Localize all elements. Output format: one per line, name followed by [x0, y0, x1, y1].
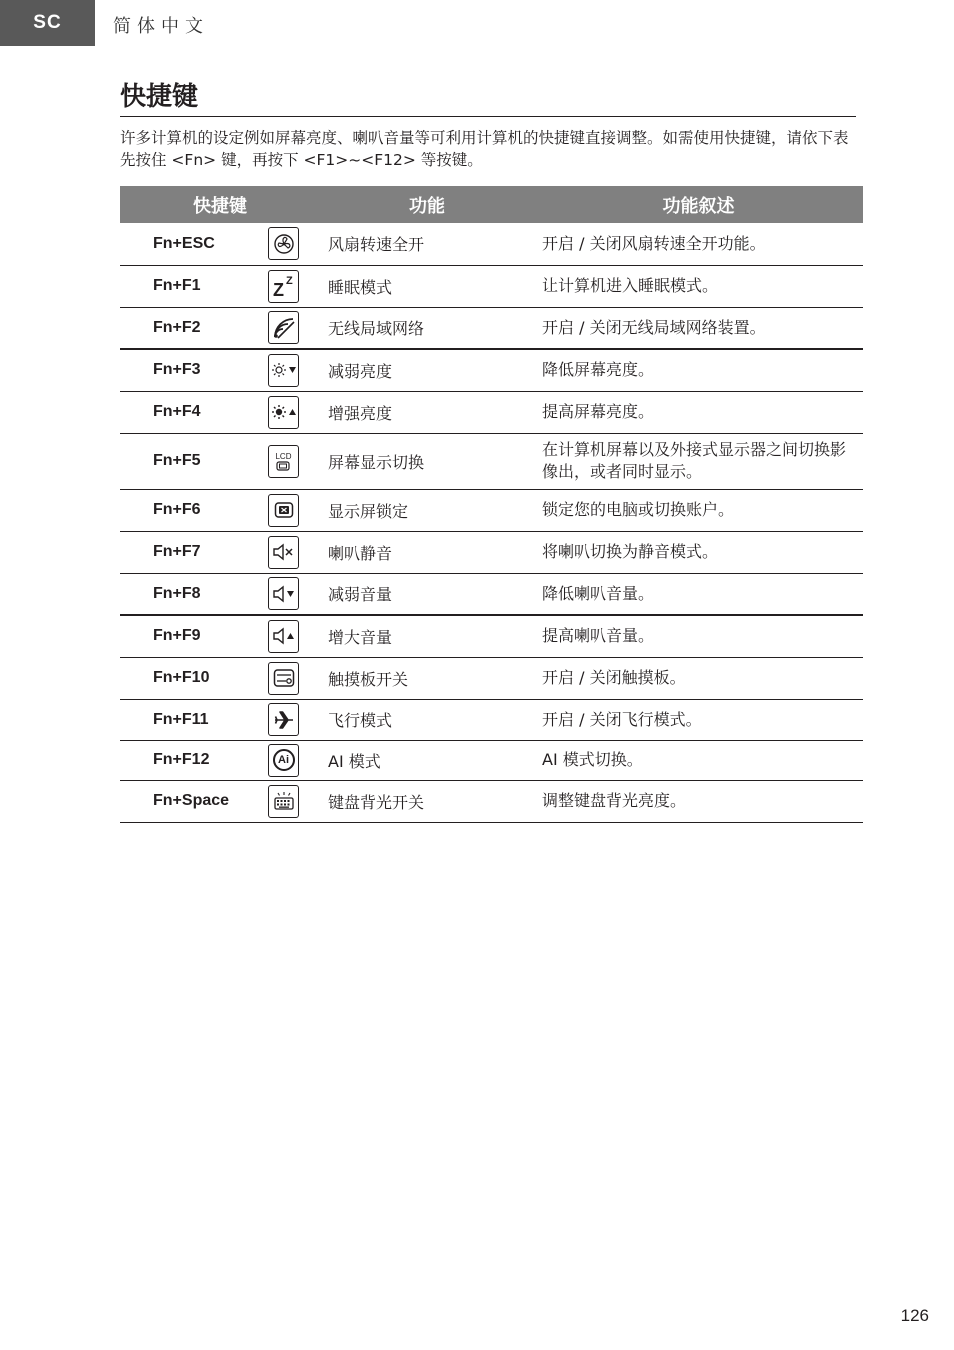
hotkey-combo: Fn+F12 [120, 740, 268, 780]
function-name: 键盘背光开关 [320, 780, 534, 822]
function-name: 睡眠模式 [320, 265, 534, 307]
table-row [120, 699, 863, 740]
function-description: AI 模式切换。 [534, 740, 863, 780]
header-function: 功能 [320, 186, 534, 223]
hotkey-combo: Fn+F11 [120, 699, 268, 740]
function-description: 降低屏幕亮度。 [534, 349, 863, 391]
header-hotkey: 快捷键 [120, 186, 320, 223]
section-title: 快捷键 [120, 82, 199, 112]
function-description: 开启 / 关闭风扇转速全开功能。 [534, 223, 863, 265]
function-description: 调整键盘背光亮度。 [534, 780, 863, 822]
brightness-down-icon [268, 354, 299, 387]
function-description: 降低喇叭音量。 [534, 573, 863, 615]
function-name: 增大音量 [320, 615, 534, 657]
function-name: 触摸板开关 [320, 657, 534, 699]
function-name: 减弱音量 [320, 573, 534, 615]
function-description: 将喇叭切换为静音模式。 [534, 531, 863, 573]
function-description: 锁定您的电脑或切换账户。 [534, 489, 863, 531]
language-name: 简体中文 [113, 16, 209, 37]
touchpad-icon [268, 662, 299, 695]
hotkey-combo: Fn+F5 [120, 433, 268, 489]
table-row [120, 657, 863, 699]
table-row [120, 531, 863, 573]
hotkey-table [120, 186, 863, 823]
hotkey-combo: Fn+F8 [120, 573, 268, 615]
function-name: 喇叭静音 [320, 531, 534, 573]
lock-screen-icon [268, 494, 299, 527]
speaker-mute-icon [268, 536, 299, 569]
table-row [120, 307, 863, 349]
sleep-icon [268, 270, 299, 303]
page-number: 126 [900, 1306, 929, 1325]
table-row [120, 391, 863, 433]
hotkey-combo: Fn+F9 [120, 615, 268, 657]
table-row [120, 780, 863, 822]
header-description: 功能叙述 [534, 186, 863, 223]
function-description: 在计算机屏幕以及外接式显示器之间切换影像出，或者同时显示。 [534, 433, 863, 489]
svg-text:Z: Z [285, 275, 293, 287]
hotkey-combo: Fn+F2 [120, 307, 268, 349]
display-switch-icon [268, 445, 299, 478]
function-description: 提高屏幕亮度。 [534, 391, 863, 433]
wireless-icon [268, 311, 299, 344]
function-name: 无线局域网络 [320, 307, 534, 349]
table-row [120, 573, 863, 615]
language-code-badge: SC [0, 0, 95, 46]
table-row [120, 349, 863, 391]
function-description: 开启 / 关闭飞行模式。 [534, 699, 863, 740]
function-name: AI 模式 [320, 740, 534, 780]
hotkey-combo: Fn+ESC [120, 223, 268, 265]
hotkey-combo: Fn+F3 [120, 349, 268, 391]
function-name: 显示屏锁定 [320, 489, 534, 531]
function-name: 屏幕显示切换 [320, 433, 534, 489]
function-description: 提高喇叭音量。 [534, 615, 863, 657]
fan-icon [268, 227, 299, 260]
ai-mode-icon [268, 744, 299, 777]
hotkey-combo: Fn+F7 [120, 531, 268, 573]
function-name: 减弱亮度 [320, 349, 534, 391]
table-row [120, 740, 863, 780]
svg-text:Z: Z [272, 280, 284, 299]
hotkey-combo: Fn+F4 [120, 391, 268, 433]
volume-down-icon [268, 577, 299, 610]
icon-label: LCD [275, 451, 292, 461]
hotkey-combo: Fn+F1 [120, 265, 268, 307]
function-description: 开启 / 关闭触摸板。 [534, 657, 863, 699]
table-row [120, 489, 863, 531]
hotkey-combo: Fn+Space [120, 780, 268, 822]
table-row [120, 223, 863, 265]
table-row [120, 265, 863, 307]
function-name: 风扇转速全开 [320, 223, 534, 265]
function-name: 飞行模式 [320, 699, 534, 740]
table-row [120, 433, 863, 489]
intro-paragraph: 许多计算机的设定例如屏幕亮度、喇叭音量等可利用计算机的快捷键直接调整。如需使用快捷键，请依下表先按住 <Fn> 键，再按下 <F1>~<F12> 等按键。 [120, 129, 849, 169]
hotkey-combo: Fn+F10 [120, 657, 268, 699]
hotkey-combo: Fn+F6 [120, 489, 268, 531]
title-divider [120, 116, 856, 117]
keyboard-backlight-icon [268, 785, 299, 818]
table-header-row [120, 186, 863, 223]
table-row [120, 615, 863, 657]
icon-label: Ai [278, 753, 289, 766]
airplane-icon [268, 703, 299, 736]
volume-up-icon [268, 620, 299, 653]
function-name: 增强亮度 [320, 391, 534, 433]
function-description: 开启 / 关闭无线局域网络装置。 [534, 307, 863, 349]
brightness-up-icon [268, 396, 299, 429]
function-description: 让计算机进入睡眠模式。 [534, 265, 863, 307]
